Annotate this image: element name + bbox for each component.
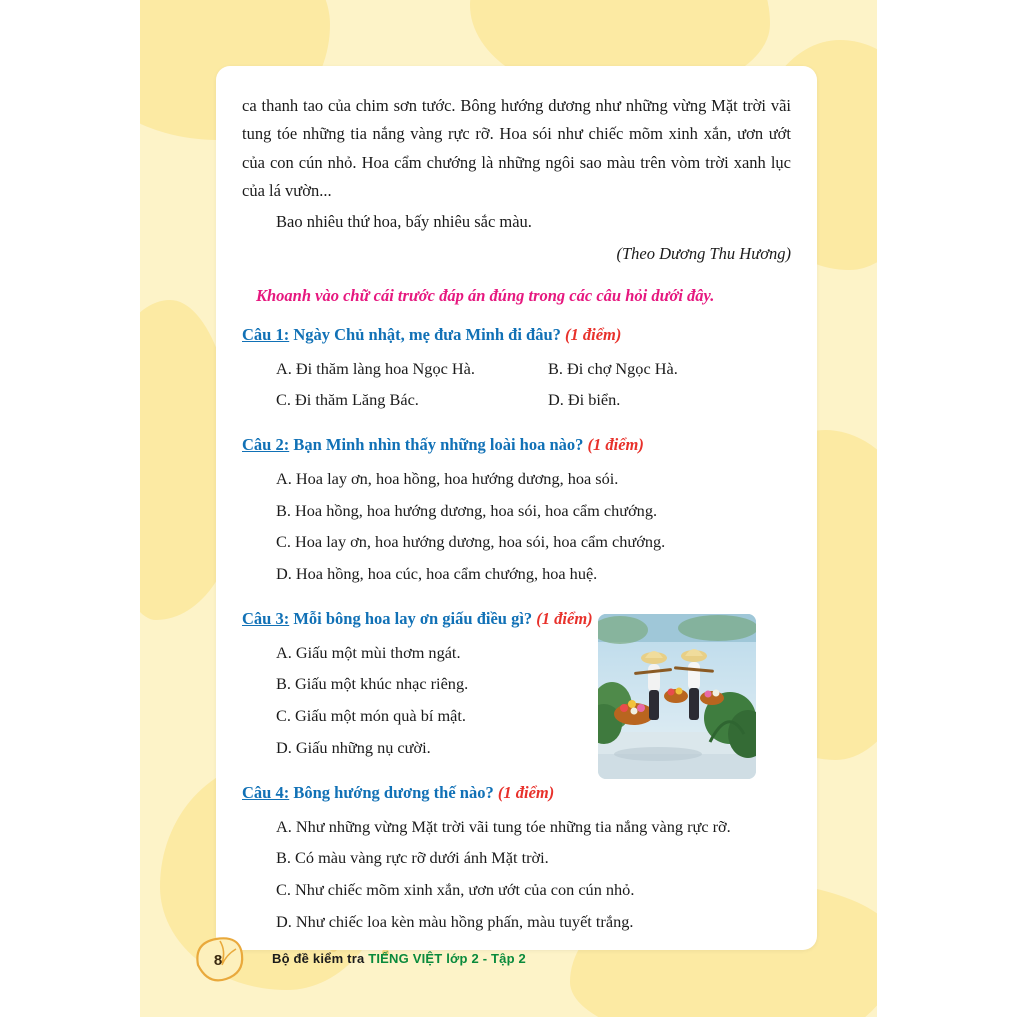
answer-option[interactable]: D. Hoa hồng, hoa cúc, hoa cẩm chướng, hoa huệ. (276, 564, 598, 584)
answer-option[interactable]: B. Hoa hồng, hoa hướng dương, hoa sói, hoa cẩm chướng. (276, 500, 658, 520)
reading-attribution: (Theo Dương Thu Hương) (616, 243, 791, 263)
answer-option[interactable]: D. Như chiếc loa kèn màu hồng phấn, màu tuyết trắng. (276, 911, 634, 931)
question-1-text: Ngày Chủ nhật, mẹ đưa Minh đi đâu? (293, 324, 561, 344)
question-2-text: Bạn Minh nhìn thấy những loài hoa nào? (293, 435, 584, 455)
answer-option[interactable]: C. Hoa lay ơn, hoa hướng dương, hoa sói, hoa cẩm chướng. (276, 532, 666, 552)
answer-option[interactable]: C. Đi thăm Lăng Bác. (276, 390, 419, 410)
question-1-points: (1 điểm) (565, 324, 622, 344)
question-block-2 (242, 433, 791, 590)
answer-option[interactable]: C. Như chiếc mõm xinh xắn, ươn ướt của con cún nhỏ. (276, 880, 635, 900)
answer-option[interactable]: B. Giấu một khúc nhạc riêng. (276, 674, 469, 694)
answer-option[interactable]: D. Giấu những nụ cười. (276, 738, 431, 758)
exercise-instruction: Khoanh vào chữ cái trước đáp án đúng trong các câu hỏi dưới đây. (256, 285, 715, 305)
reading-paragraph-1: ca thanh tao của chim sơn tước. Bông hướng dương như những vừng Mặt trời vãi tung tóe những tia nắng vàng rực rỡ. Hoa sói như chiếc mõm xinh xắn, ươn ướt của con cún nhỏ. Hoa cẩm chướng là những ngôi sao màu trên vòm trời xanh lục của lá vườn... (242, 96, 791, 201)
answer-option[interactable]: C. Giấu một món quà bí mật. (276, 706, 466, 726)
question-1-heading (242, 323, 791, 348)
answer-option[interactable]: A. Như những vừng Mặt trời vãi tung tóe những tia nắng vàng rực rỡ. (276, 816, 731, 836)
question-block-4 (242, 781, 791, 938)
question-3-text: Mỗi bông hoa lay ơn giấu điều gì? (293, 608, 533, 628)
content-card (216, 66, 817, 950)
answer-option[interactable]: A. Đi thăm làng hoa Ngọc Hà. (276, 358, 475, 378)
question-3-points: (1 điểm) (536, 608, 593, 628)
answer-option[interactable]: B. Đi chợ Ngọc Hà. (548, 358, 678, 378)
question-2-heading (242, 433, 791, 458)
page-number: 8 (213, 951, 223, 969)
photo-graphic (598, 614, 756, 779)
question-1-label: Câu 1: (242, 324, 290, 344)
answer-option[interactable]: A. Hoa lay ơn, hoa hồng, hoa hướng dương, hoa sói. (276, 468, 619, 488)
answer-option[interactable]: A. Giấu một mùi thơm ngát. (276, 642, 461, 662)
page-footer (190, 935, 690, 995)
question-2-points: (1 điểm) (587, 435, 644, 455)
question-4-answers (276, 811, 791, 938)
answer-option[interactable]: B. Có màu vàng rực rỡ dưới ánh Mặt trời. (276, 848, 549, 868)
question-2-answers (276, 463, 791, 590)
question-4-label: Câu 4: (242, 782, 290, 802)
question-3-label: Câu 3: (242, 608, 290, 628)
page-number-badge (190, 935, 246, 987)
question-4-points: (1 điểm) (497, 782, 555, 802)
footer-caption (272, 951, 526, 966)
footer-caption-prefix: Bộ đề kiểm tra (272, 951, 369, 966)
question-4-heading (242, 781, 791, 806)
answer-option[interactable]: D. Đi biển. (548, 390, 621, 410)
flower-market-vendors-photo (598, 614, 756, 779)
question-2-label: Câu 2: (242, 435, 290, 455)
question-block-1 (242, 323, 791, 416)
footer-caption-title: TIẾNG VIỆT lớp 2 - Tập 2 (368, 951, 526, 966)
question-1-answers (276, 353, 791, 417)
question-4-text: Bông hướng dương thế nào? (293, 782, 494, 802)
reading-paragraph-2: Bao nhiêu thứ hoa, bấy nhiêu sắc màu. (276, 211, 532, 231)
